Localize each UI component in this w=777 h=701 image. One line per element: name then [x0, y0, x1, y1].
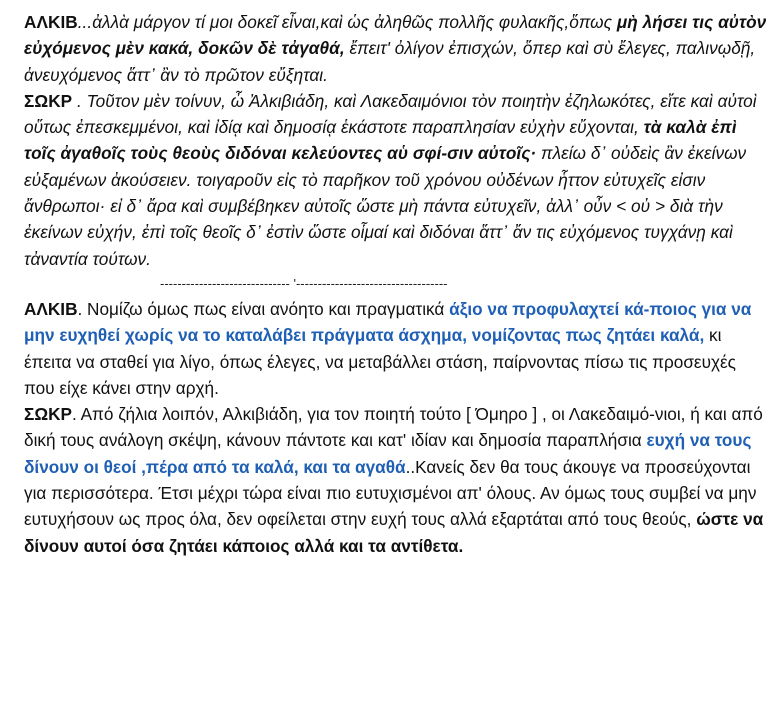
- highlighted-phrase: ευχή να τους δίνουν οι θεοί ,πέρα από τα καλά, και τα αγαθά: [24, 430, 752, 477]
- paragraph-text: πλείω δ᾽ οὐδεὶς ἂν ἐκείνων εὐξαμένων ἀκούσειεν. τοιγαροῦν εἰς τὸ παρῆκον τοῦ χρόνου οὐδένων ἧττον εὐτυχεῖς εἰσιν ἄνθρωποι· εἰ δ᾽ ἄρα καὶ συμβέβηκεν αὐτοῖς ὥστε μὴ πάντα εὐτυχεῖν, ἀλλ᾽ οὖν < οὐ > διὰ τὴν ἐκείνων εὐχήν, ἐπὶ τοῖς θεοῖς δ᾽ ἐστὶν ὥστε οἷμαί καὶ διδόναι ἅττ᾽ ἄν τις εὐχόμενος τυγχάνῃ καὶ τἀναντία τούτων.: [24, 143, 747, 269]
- document-page: [24, 9, 768, 559]
- bold-phrase: μὴ λήσει τις αὐτὸν εὐχόμενος μὲν κακά, δοκῶν δὲ τἀγαθά,: [24, 12, 767, 59]
- section-divider: ------------------------------ '-----------------------------------: [160, 275, 448, 291]
- paragraph-text: κι έπειτα να σταθεί για λίγο, όπως έλεγες, να μεταβάλλει στάση, παίρνοντας πίσω τις προσευχές που είχε κάνει στην αρχή.: [24, 325, 736, 398]
- paragraph-text: ἔπειτ' ὀλίγον ἐπισχών, ὅπερ καὶ σὺ ἔλεγες, παλινῳδῇ, ἀνευχόμενος ἅττ᾽ ἂν τὸ πρῶτον εὔξηται.: [24, 38, 756, 85]
- ancient-alkibiades-paragraph: [24, 9, 768, 88]
- bold-phrase: ώστε να δίνουν αυτοί όσα ζητάει κάποιος αλλά και τα αντίθετα.: [24, 509, 764, 556]
- speaker-label: ΑΛΚΙΒ: [24, 12, 78, 32]
- speaker-label: ΑΛΚΙΒ: [24, 298, 78, 319]
- ancient-socrates-paragraph: [24, 88, 768, 272]
- modern-socrates-paragraph: [24, 401, 768, 559]
- paragraph-text: ...ἀλλὰ μάργον τί μοι δοκεῖ εἶναι,καὶ ὡς ἀληθῶς πολλῆς φυλακῆς,ὅπως: [77, 12, 617, 32]
- speaker-label: ΣΩΚΡ: [24, 404, 72, 425]
- speaker-label: ΣΩΚΡ: [24, 90, 73, 111]
- paragraph-text: . Από ζήλια λοιπόν, Αλκιβιάδη, για τον ποιητή τούτο [ Όμηρο ] , οι Λακεδαιμό-νιοι, ή και από δική τους ανάλογη σκέψη, κάνουν πάντοτε και κατ' ιδίαν και δημοσία παραπλήσια: [24, 404, 763, 451]
- paragraph-text: . Τοῦτον μὲν τοίνυν, ὦ Ἀλκιβιάδη, καὶ Λακεδαιμόνιοι τὸν ποιητὴν ἐζηλωκότες, εἴτε καὶ αὐτοὶ οὕτως ἐπεσκεμμένοι, καὶ ἰδίᾳ καὶ δημοσίᾳ ἑκάστοτε παραπλησίαν εὐχὴν εὔχονται,: [24, 90, 757, 138]
- paragraph-text: . Νομίζω όμως πως είναι ανόητο και πραγματικά: [77, 298, 450, 319]
- bold-phrase: τὰ καλὰ ἐπὶ τοῖς ἀγαθοῖς τοὺς θεοὺς διδόναι κελεύοντες αὑ σφί-σιν αὐτοῖς·: [24, 117, 737, 164]
- modern-alkibiades-paragraph: [24, 296, 768, 401]
- paragraph-text: ..Κανείς δεν θα τους άκουγε να προσεύχονται για περισσότερα. Έτσι μέχρι τώρα είναι πιο ευτυχισμένοι απ' όλους. Αν όμως τους συμβεί να μην ευτυχήσουν ως προς όλα, δεν οφείλεται στην ευχή τους αλλά εξαρτάται από τους θεούς,: [24, 456, 757, 530]
- highlighted-phrase: άξιο να προφυλαχτεί κά-ποιος για να μην ευχηθεί χωρίς να το καταλάβει πράγματα άσχημα, νομίζοντας πως ζητάει καλά,: [24, 298, 752, 346]
